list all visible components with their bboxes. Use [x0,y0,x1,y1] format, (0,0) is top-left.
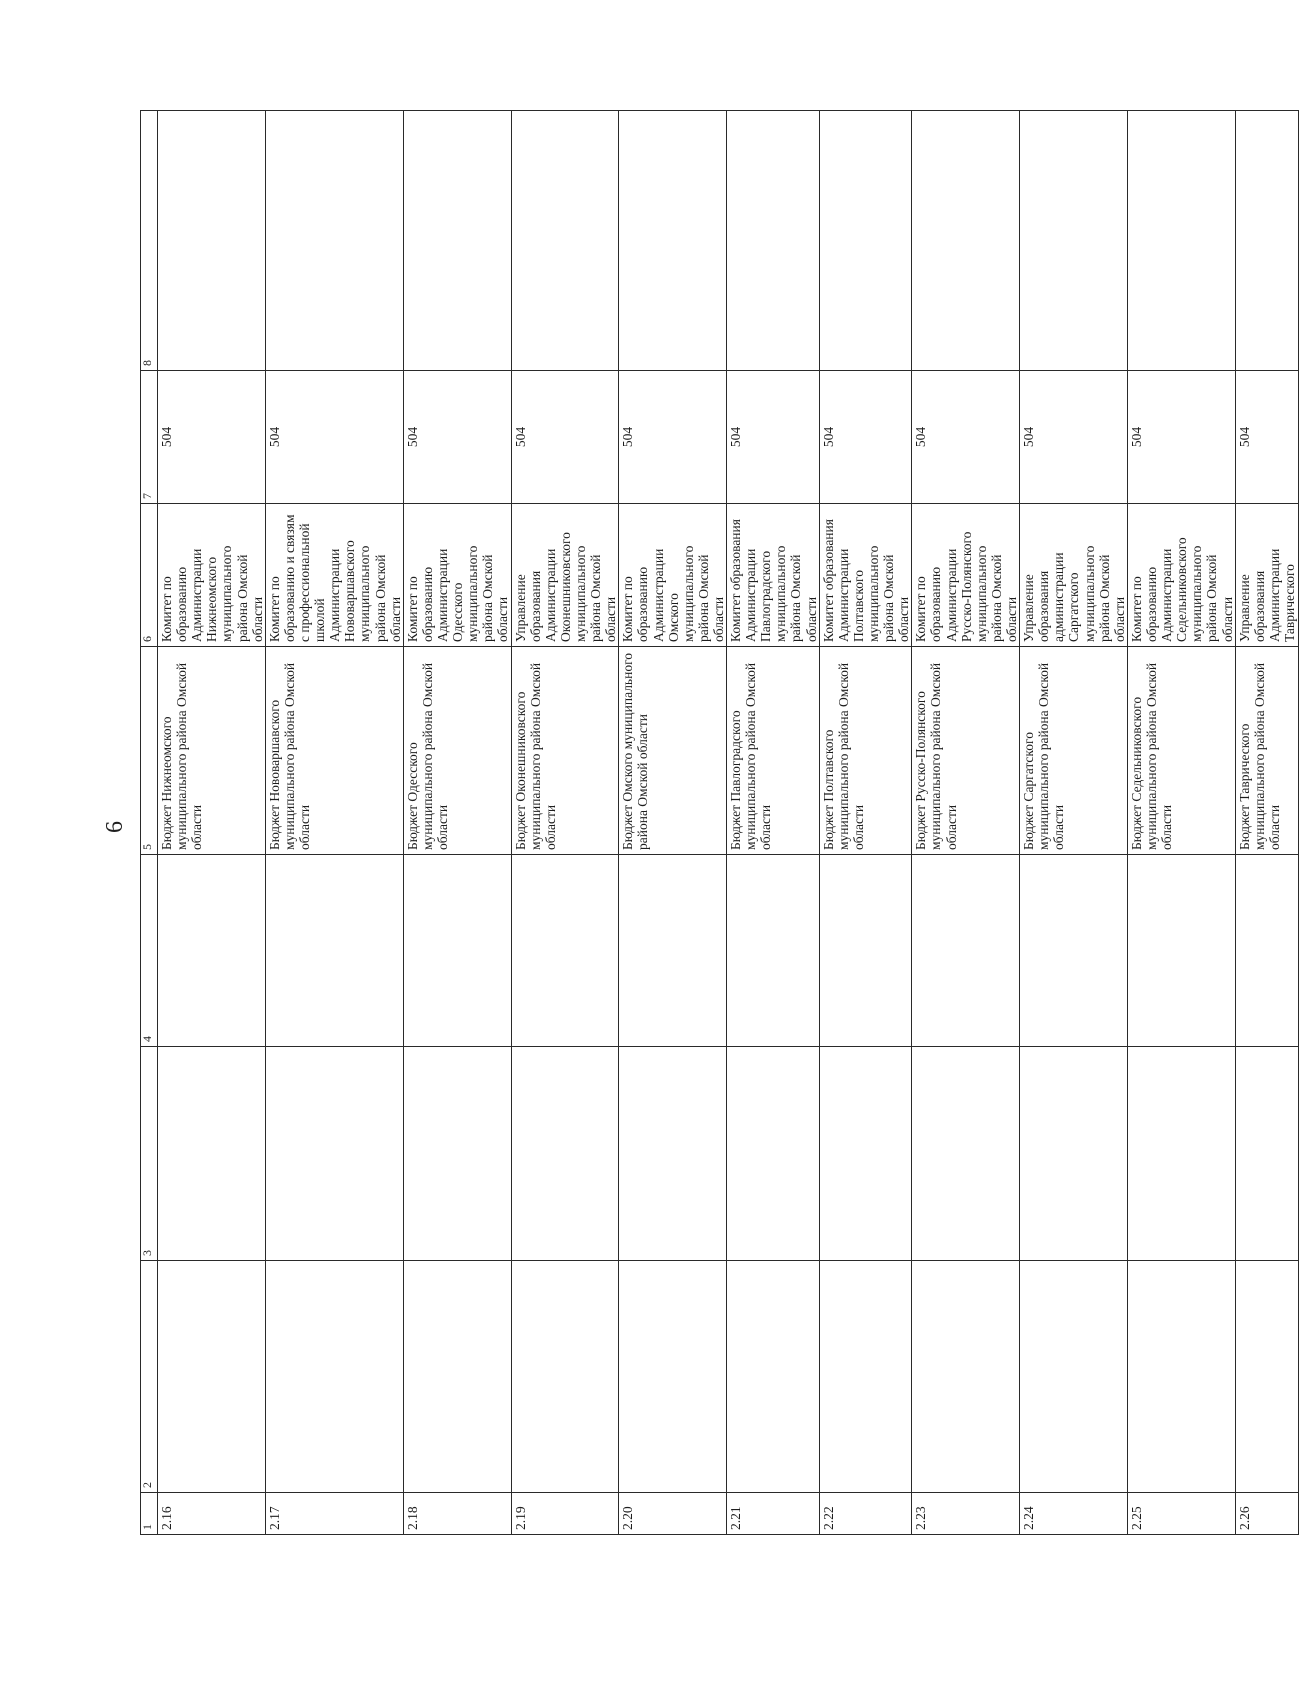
table-row [265,111,403,1535]
row-number: 2.16 [158,1493,266,1535]
table-row [511,111,619,1535]
cell-col-4 [158,855,266,1047]
header-col-5: 5 [141,647,158,855]
budget-cell: Бюджет Седельниковского муниципального района Омской области [1127,647,1235,855]
cell-col-8 [1020,111,1128,371]
cell-col-3 [619,1047,727,1261]
row-number: 2.19 [511,1493,619,1535]
cell-col-4 [265,855,403,1047]
row-number: 2.18 [403,1493,511,1535]
cell-col-4 [403,855,511,1047]
table-row [819,111,912,1535]
cell-col-3 [265,1047,403,1261]
cell-col-8 [403,111,511,371]
table-row [1020,111,1128,1535]
code-cell: 504 [403,371,511,504]
budget-cell: Бюджет Полтавского муниципального района Омской области [819,647,912,855]
row-number: 2.22 [819,1493,912,1535]
cell-col-8 [158,111,266,371]
cell-col-2 [1020,1261,1128,1493]
code-cell: 504 [158,371,266,504]
cell-col-2 [1127,1261,1235,1493]
cell-col-4 [511,855,619,1047]
row-number: 2.20 [619,1493,727,1535]
cell-col-3 [1127,1047,1235,1261]
table-row [619,111,727,1535]
code-cell: 504 [619,371,727,504]
cell-col-8 [912,111,1020,371]
cell-col-4 [912,855,1020,1047]
table-container [140,111,1297,1535]
header-row [141,111,158,1535]
table-row [727,111,820,1535]
cell-col-8 [511,111,619,371]
code-cell: 504 [819,371,912,504]
cell-col-3 [1235,1047,1298,1261]
budget-cell: Бюджет Русско-Полянского муниципального района Омской области [912,647,1020,855]
administrator-cell: Комитет по образованию Администрации Русско-Полянского муниципального района Омской области [912,504,1020,647]
header-col-4: 4 [141,855,158,1047]
table-row [403,111,511,1535]
administrator-cell: Комитет образования Администрации Полтавского муниципального района Омской области [819,504,912,647]
cell-col-3 [727,1047,820,1261]
header-col-8: 8 [141,111,158,371]
header-col-6: 6 [141,504,158,647]
budget-cell: Бюджет Павлоградского муниципального района Омской области [727,647,820,855]
code-cell: 504 [265,371,403,504]
cell-col-8 [1127,111,1235,371]
cell-col-3 [511,1047,619,1261]
administrator-cell: Управление образования Администрации Оконешниковского муниципального района Омской области [511,504,619,647]
cell-col-3 [403,1047,511,1261]
administrator-cell: Комитет по образованию Администрации Нижнеомского муниципального района Омской области [158,504,266,647]
administrator-cell: Комитет по образованию Администрации Омского муниципального района Омской области [619,504,727,647]
cell-col-3 [819,1047,912,1261]
row-number: 2.23 [912,1493,1020,1535]
header-col-3: 3 [141,1047,158,1261]
header-col-7: 7 [141,371,158,504]
cell-col-2 [511,1261,619,1493]
page-number: 6 [102,821,128,833]
cell-col-2 [912,1261,1020,1493]
code-cell: 504 [912,371,1020,504]
cell-col-2 [265,1261,403,1493]
administrator-cell: Комитет по образованию Администрации Одесского муниципального района Омской области [403,504,511,647]
cell-col-8 [619,111,727,371]
row-number: 2.25 [1127,1493,1235,1535]
cell-col-2 [403,1261,511,1493]
cell-col-8 [727,111,820,371]
budget-cell: Бюджет Нижнеомского муниципального района Омской области [158,647,266,855]
cell-col-3 [158,1047,266,1261]
cell-col-2 [158,1261,266,1493]
budget-cell: Бюджет Саргатского муниципального района Омской области [1020,647,1128,855]
cell-col-2 [1235,1261,1298,1493]
table-row [1127,111,1235,1535]
row-number: 2.24 [1020,1493,1128,1535]
row-number: 2.17 [265,1493,403,1535]
cell-col-4 [1127,855,1235,1047]
code-cell: 504 [1235,371,1298,504]
administrator-cell: Комитет образования Администрации Павлоградского муниципального района Омской области [727,504,820,647]
code-cell: 504 [1020,371,1128,504]
cell-col-8 [1235,111,1298,371]
administrator-cell: Комитет по образованию и связям с профессиональной школой Администрации Нововаршавского муниципального района Омской области [265,504,403,647]
table-row [1235,111,1298,1535]
cell-col-4 [819,855,912,1047]
administrator-cell: Управление образования Администрации Таврического [1235,504,1298,647]
header-col-1: 1 [141,1493,158,1535]
row-number: 2.26 [1235,1493,1298,1535]
rotated-table-frame [140,111,1297,1535]
cell-col-4 [1020,855,1128,1047]
administrator-cell: Комитет по образованию Администрации Седельниковского муниципального района Омской области [1127,504,1235,647]
cell-col-2 [619,1261,727,1493]
header-col-2: 2 [141,1261,158,1493]
table-row [158,111,266,1535]
cell-col-2 [727,1261,820,1493]
register-table [140,110,1299,1535]
budget-cell: Бюджет Омского муниципального района Омской области [619,647,727,855]
cell-col-8 [265,111,403,371]
code-cell: 504 [511,371,619,504]
cell-col-3 [1020,1047,1128,1261]
budget-cell: Бюджет Нововаршавского муниципального района Омской области [265,647,403,855]
code-cell: 504 [727,371,820,504]
row-number: 2.21 [727,1493,820,1535]
administrator-cell: Управление образования администрации Саргатского муниципального района Омской области [1020,504,1128,647]
code-cell: 504 [1127,371,1235,504]
cell-col-4 [1235,855,1298,1047]
cell-col-4 [727,855,820,1047]
cell-col-2 [819,1261,912,1493]
budget-cell: Бюджет Одесского муниципального района Омской области [403,647,511,855]
budget-cell: Бюджет Оконешниковского муниципального района Омской области [511,647,619,855]
cell-col-4 [619,855,727,1047]
budget-cell: Бюджет Таврического муниципального района Омской области [1235,647,1298,855]
cell-col-3 [912,1047,1020,1261]
cell-col-8 [819,111,912,371]
table-row [912,111,1020,1535]
